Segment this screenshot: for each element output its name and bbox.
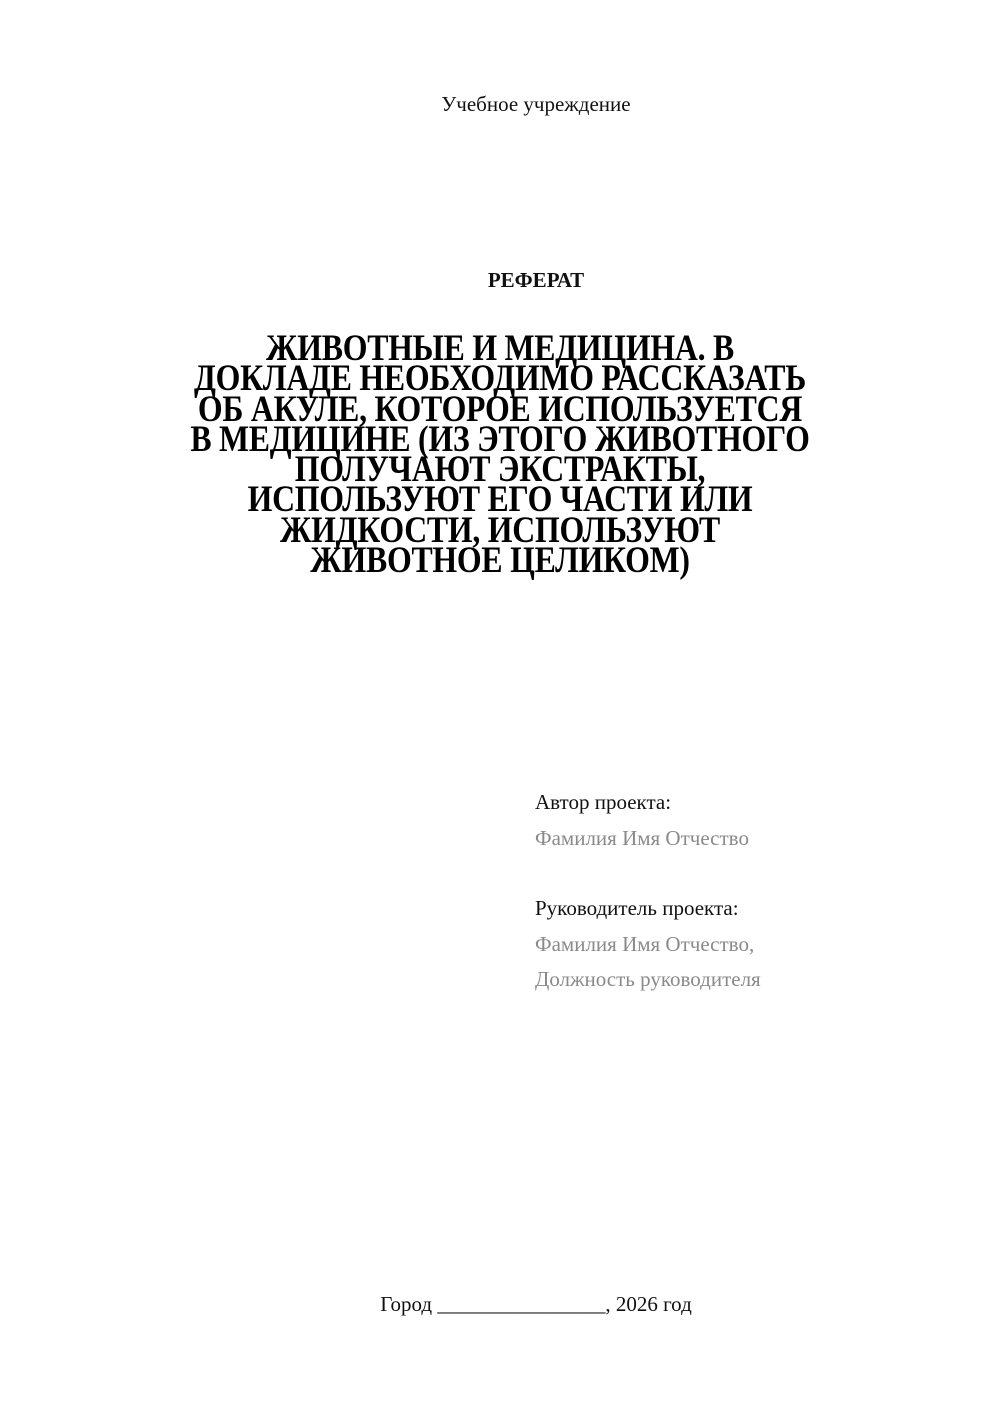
supervisor-position: Должность руководителя	[535, 967, 761, 991]
title-line: ЖИВОТНЫЕ И МЕДИЦИНА. В	[266, 328, 734, 369]
title-line: ПОЛУЧАЮТ ЭКСТРАКТЫ,	[294, 449, 706, 491]
title-line: ИСПОЛЬЗУЮТ ЕГО ЧАСТИ ИЛИ	[247, 479, 753, 521]
supervisor-label: Руководитель проекта:	[535, 896, 739, 920]
author-label: Автор проекта:	[535, 790, 672, 814]
institution-name: Учебное учреждение	[441, 92, 631, 116]
title-line: ЖИВОТНОЕ ЦЕЛИКОМ)	[310, 540, 690, 582]
title-line: В МЕДИЦИНЕ (ИЗ ЭТОГО ЖИВОТНОГО	[190, 418, 810, 460]
title-line: ДОКЛАДЕ НЕОБХОДИМО РАССКАЗАТЬ	[193, 358, 807, 400]
title-line: ЖИДКОСТИ, ИСПОЛЬЗУЮТ	[279, 509, 721, 551]
author-name: Фамилия Имя Отчество	[535, 826, 749, 850]
title-line: ОБ АКУЛЕ, КОТОРОЕ ИСПОЛЬЗУЕТСЯ	[197, 388, 803, 430]
document-type: РЕФЕРАТ	[487, 268, 585, 292]
document-title	[0, 328, 1000, 582]
supervisor-name: Фамилия Имя Отчество,	[535, 932, 755, 956]
city-year: Город ________________, 2026 год	[380, 1292, 692, 1316]
